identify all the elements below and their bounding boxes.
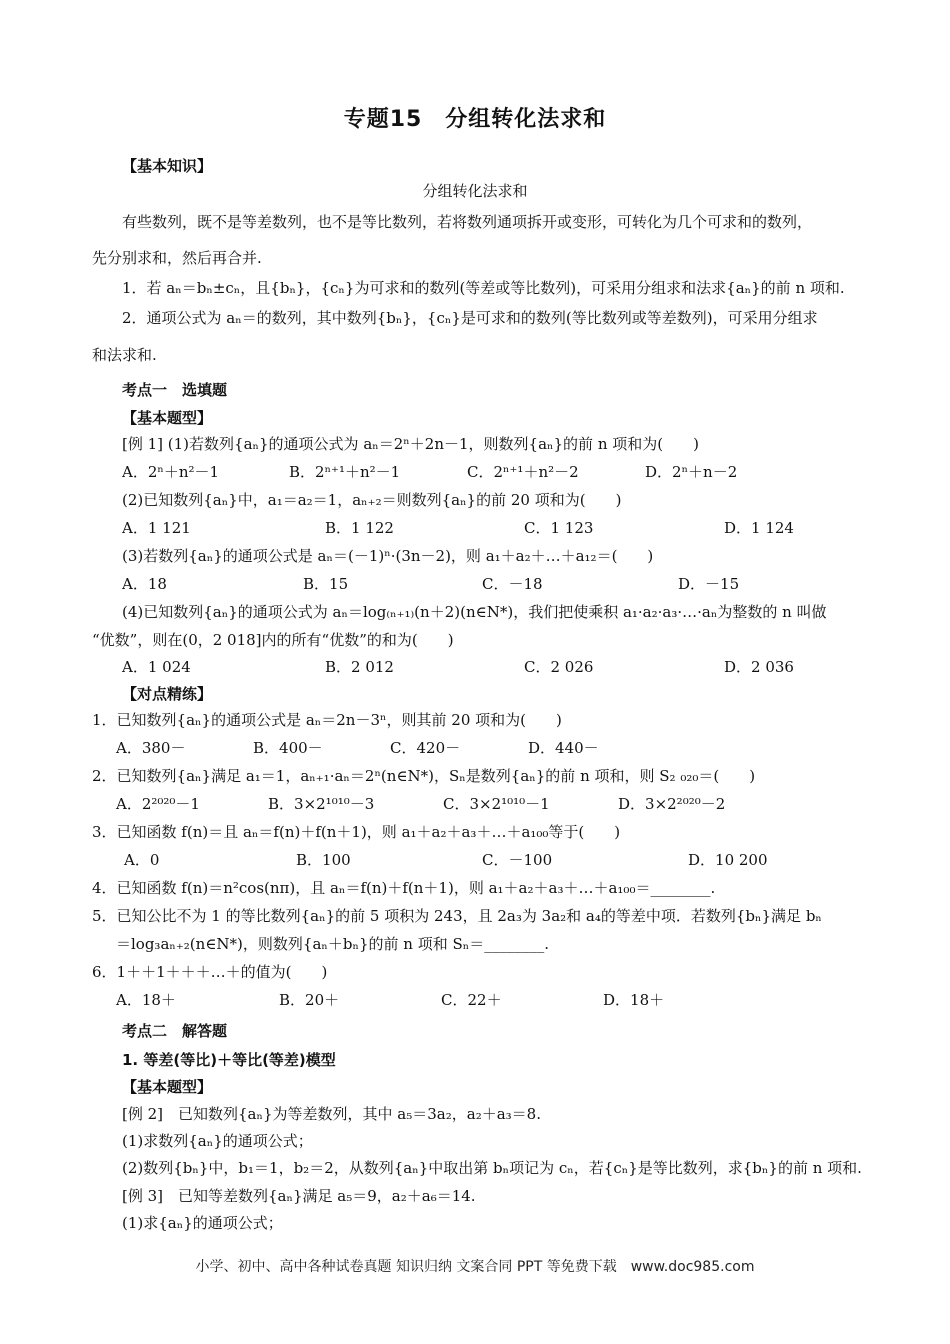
example2-stem: [例 2] 已知数列{aₙ}为等差数列，其中 a₅＝3a₂，a₂＋a₃＝8.	[122, 1105, 541, 1123]
example1-part1-option-a: A．2ⁿ＋n²－1	[122, 463, 220, 481]
example1-part1-stem: [例 1] (1)若数列{aₙ}的通项公式为 aₙ＝2ⁿ＋2n－1，则数列{aₙ}的前 n 项和为( )	[122, 435, 699, 453]
example1-part3-stem: (3)若数列{aₙ}的通项公式是 aₙ＝(－1)ⁿ·(3n－2)，则 a₁＋a₂＋…＋a₁₂＝( )	[122, 547, 654, 565]
practice-q3-option-c: C．－100	[482, 851, 553, 869]
rule-1: 1．若 aₙ＝bₙ±cₙ，且{bₙ}，{cₙ}为可求和的数列(等差或等比数列)，可采用分组求和法求{aₙ}的前 n 项和.	[122, 279, 845, 297]
practice-q1-option-c: C．420－	[390, 739, 461, 757]
rule-2-line-1: 2．通项公式为 aₙ＝的数列，其中数列{bₙ}，{cₙ}是可求和的数列(等比数列或等差数列)，可采用分组求	[122, 309, 818, 327]
kaodian-2-heading: 考点二 解答题	[122, 1022, 228, 1040]
practice-q6-option-c: C．22＋	[441, 991, 502, 1009]
intro-line-1: 有些数列，既不是等差数列，也不是等比数列，若将数列通项拆开或变形，可转化为几个可求和的数列，	[122, 213, 813, 231]
basic-type-heading-2: 【基本题型】	[122, 1078, 213, 1096]
example1-part2-option-b: B．1 122	[325, 519, 394, 537]
practice-q3-option-d: D．10 200	[688, 851, 768, 869]
practice-q1-option-a: A．380－	[116, 739, 186, 757]
example3-part1: (1)求{aₙ}的通项公式；	[122, 1214, 283, 1232]
practice-q5-line-2: ＝log₃aₙ₊₂(n∈N*)，则数列{aₙ＋bₙ}的前 n 项和 Sₙ＝________.	[116, 935, 550, 953]
model-1-heading: 1. 等差(等比)＋等比(等差)模型	[122, 1051, 336, 1069]
practice-q3-option-b: B．100	[296, 851, 351, 869]
example1-part1-option-b: B．2ⁿ⁺¹＋n²－1	[289, 463, 401, 481]
rule-2-line-2: 和法求和.	[92, 346, 157, 364]
example1-part4-option-a: A．1 024	[122, 658, 191, 676]
practice-q5-line-1: 5．已知公比不为 1 的等比数列{aₙ}的前 5 项积为 243，且 2a₃为 3a₂和 a₄的等差中项．若数列{bₙ}满足 bₙ	[92, 907, 822, 925]
example1-part4-stem-line-2: “优数”，则在(0，2 018]内的所有“优数”的和为( )	[92, 631, 454, 649]
example1-part2-stem: (2)已知数列{aₙ}中，a₁＝a₂＝1，aₙ₊₂＝则数列{aₙ}的前 20 项和为( )	[122, 491, 622, 509]
practice-q2-option-a: A．2²⁰²⁰－1	[116, 795, 200, 813]
practice-q1-option-b: B．400－	[253, 739, 323, 757]
section-subtitle: 分组转化法求和	[422, 182, 528, 200]
practice-q2-option-d: D．3×2²⁰²⁰－2	[618, 795, 726, 813]
practice-q6-option-d: D．18＋	[603, 991, 665, 1009]
example1-part4-option-b: B．2 012	[325, 658, 394, 676]
practice-q2-option-c: C．3×2¹⁰¹⁰－1	[443, 795, 550, 813]
example1-part3-option-b: B．15	[303, 575, 349, 593]
example2-part1: (1)求数列{aₙ}的通项公式；	[122, 1132, 313, 1150]
example1-part2-option-a: A．1 121	[122, 519, 191, 537]
example1-part1-option-d: D．2ⁿ＋n－2	[645, 463, 738, 481]
practice-q6: 6．1＋＋1＋＋＋…＋的值为( )	[92, 963, 328, 981]
example1-part3-option-c: C．－18	[482, 575, 543, 593]
practice-q2-option-b: B．3×2¹⁰¹⁰－3	[268, 795, 375, 813]
example1-part4-stem-line-1: (4)已知数列{aₙ}的通项公式为 aₙ＝log₍ₙ₊₁₎(n＋2)(n∈N*)，我们把使乘积 a₁·a₂·a₃·…·aₙ为整数的 n 叫做	[122, 603, 827, 621]
example1-part4-option-c: C．2 026	[524, 658, 594, 676]
example1-part1-option-c: C．2ⁿ⁺¹＋n²－2	[467, 463, 579, 481]
practice-q1: 1．已知数列{aₙ}的通项公式是 aₙ＝2n－3ⁿ，则其前 20 项和为( )	[92, 711, 562, 729]
practice-q3-option-a: A．0	[124, 851, 160, 869]
kaodian-1-heading: 考点一 选填题	[122, 381, 228, 399]
example1-part4-option-d: D．2 036	[724, 658, 794, 676]
practice-q4: 4．已知函数 f(n)＝n²cos(nπ)，且 aₙ＝f(n)＋f(n＋1)，则 a₁＋a₂＋a₃＋…＋a₁₀₀＝________.	[92, 879, 716, 897]
basic-type-heading-1: 【基本题型】	[122, 409, 213, 427]
example1-part3-option-a: A．18	[122, 575, 167, 593]
practice-q2: 2．已知数列{aₙ}满足 a₁＝1，aₙ₊₁·aₙ＝2ⁿ(n∈N*)，Sₙ是数列{aₙ}的前 n 项和，则 S₂ ₀₂₀＝( )	[92, 767, 756, 785]
example1-part2-option-d: D．1 124	[724, 519, 794, 537]
example3-stem: [例 3] 已知等差数列{aₙ}满足 a₅＝9，a₂＋a₆＝14.	[122, 1187, 476, 1205]
section-basic-knowledge: 【基本知识】	[122, 157, 213, 175]
practice-q6-option-a: A．18＋	[116, 991, 176, 1009]
practice-q3: 3．已知函数 f(n)＝且 aₙ＝f(n)＋f(n＋1)，则 a₁＋a₂＋a₃＋…＋a₁₀₀等于( )	[92, 823, 621, 841]
practice-q1-option-d: D．440－	[528, 739, 599, 757]
example1-part3-option-d: D．－15	[678, 575, 740, 593]
footer-banner: 小学、初中、高中各种试卷真题 知识归纳 文案合同 PPT 等免费下载 www.doc985.com	[195, 1259, 755, 1275]
example1-part2-option-c: C．1 123	[524, 519, 594, 537]
example2-part2: (2)数列{bₙ}中，b₁＝1，b₂＝2，从数列{aₙ}中取出第 bₙ项记为 cₙ，若{cₙ}是等比数列，求{bₙ}的前 n 项和.	[122, 1159, 862, 1177]
practice-heading: 【对点精练】	[122, 685, 213, 703]
practice-q6-option-b: B．20＋	[279, 991, 340, 1009]
page-title: 专题15 分组转化法求和	[343, 107, 607, 132]
intro-line-2: 先分别求和，然后再合并.	[92, 249, 262, 267]
